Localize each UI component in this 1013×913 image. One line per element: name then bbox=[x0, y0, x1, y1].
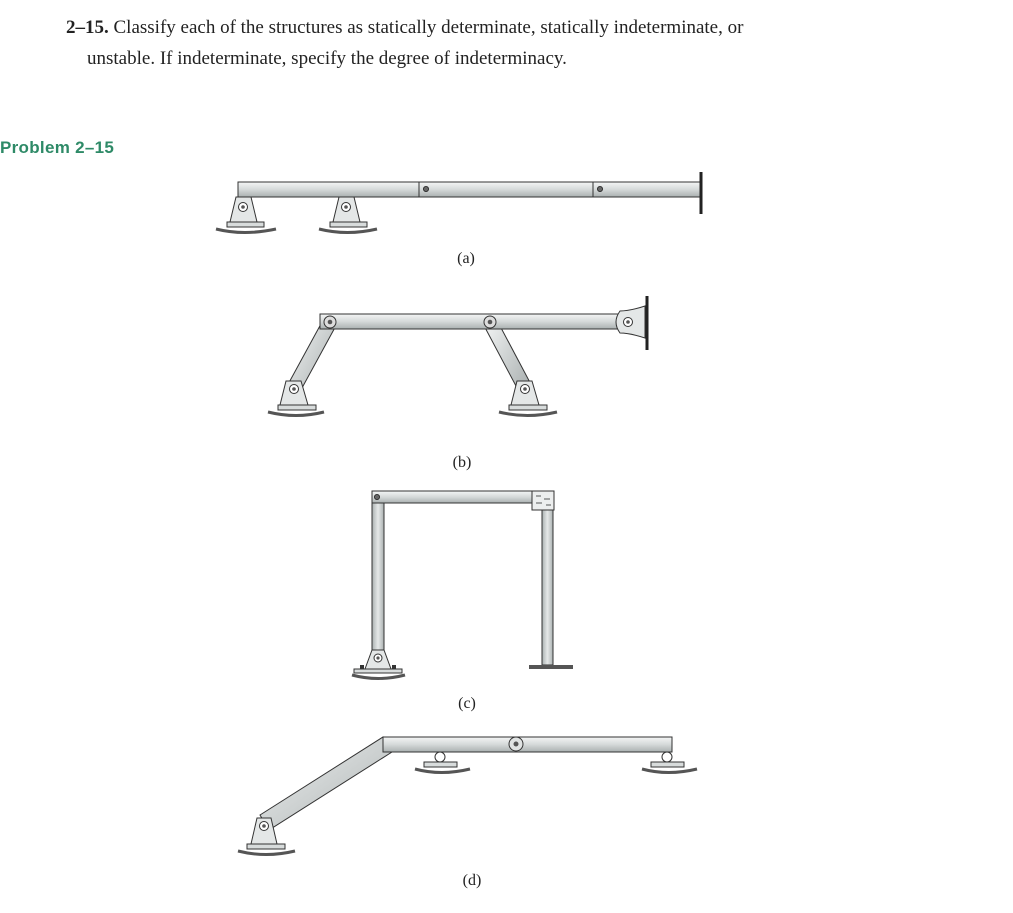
pin-support-icon bbox=[319, 197, 377, 233]
statement-line-1: Classify each of the structures as statically determinate, statically indeterminate, or bbox=[113, 17, 744, 38]
hinge-pin-icon bbox=[374, 494, 379, 499]
caption-d: (d) bbox=[462, 872, 482, 889]
caption-a: (a) bbox=[457, 250, 475, 267]
caption-c: (c) bbox=[458, 695, 476, 712]
wall-pin-support-icon bbox=[616, 296, 647, 350]
hinge-pin-icon bbox=[423, 186, 428, 191]
hinge-pin-icon bbox=[597, 186, 602, 191]
problem-heading: Problem 2–15 bbox=[0, 138, 115, 157]
pin-support-icon bbox=[352, 650, 405, 679]
caption-b: (b) bbox=[452, 454, 472, 471]
structure-d bbox=[238, 737, 697, 889]
structure-a bbox=[216, 172, 701, 267]
roller-support-icon bbox=[642, 752, 697, 773]
fixed-base-icon bbox=[529, 665, 573, 669]
pin-support-icon bbox=[238, 818, 295, 855]
statement-line-2: unstable. If indeterminate, specify the degree of indeterminacy. bbox=[87, 48, 567, 69]
pin-support-icon bbox=[268, 381, 324, 416]
pin-support-icon bbox=[499, 381, 557, 416]
problem-number: 2–15. bbox=[66, 17, 109, 38]
structure-c bbox=[352, 491, 573, 712]
structure-b bbox=[268, 296, 647, 471]
roller-support-icon bbox=[415, 752, 470, 773]
pin-support-icon bbox=[216, 197, 276, 233]
